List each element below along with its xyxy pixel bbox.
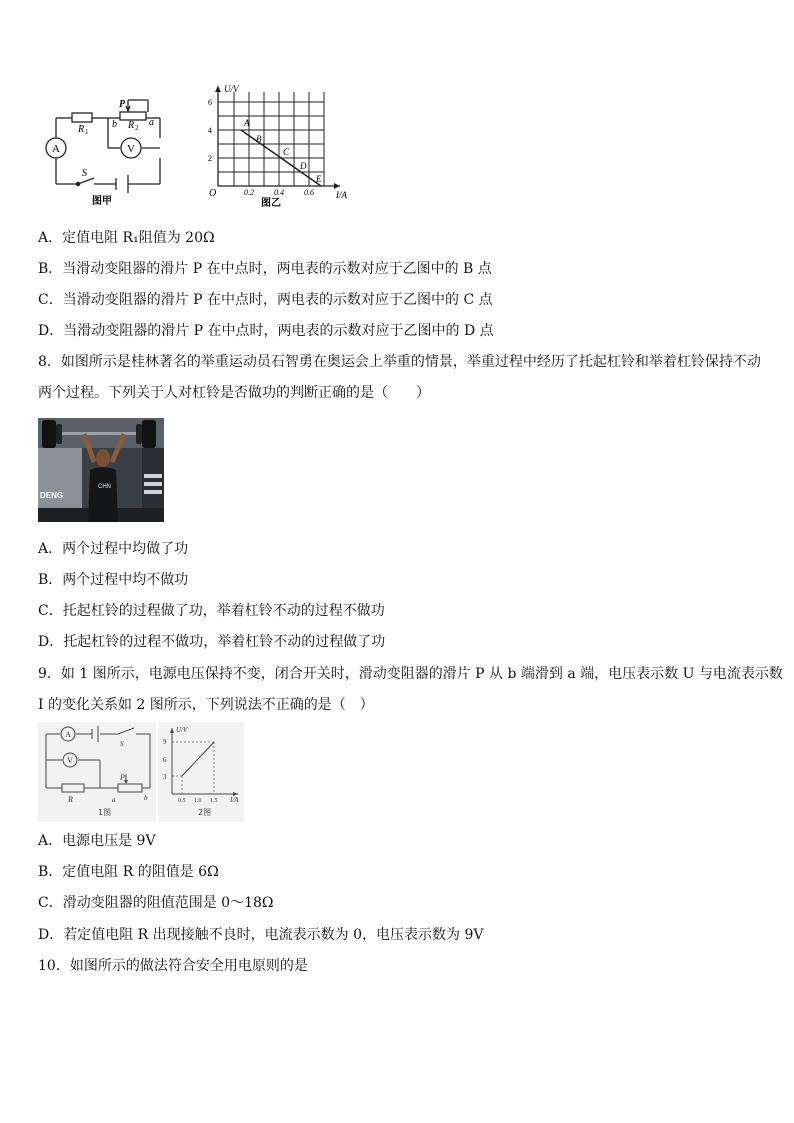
voltmeter-symbol: V [127,143,135,155]
y-tick-4: 4 [208,126,212,135]
q9-option-b: B．定值电阻 R 的阻值是 6Ω [38,864,219,880]
ammeter-symbol: A [52,143,60,155]
x-tick-0.6: 0.6 [304,188,314,197]
y-tick-6-fig2: 6 [163,756,167,764]
x-tick-0.5: 0.5 [178,798,186,804]
r-label-fig1: R [68,795,73,804]
end-a-label: a [149,117,154,128]
x-tick-1.5: 1.5 [210,798,218,804]
figure-yi-caption: 图乙 [261,198,281,209]
r1-label: R [78,124,85,135]
point-d-label: D [300,161,307,171]
r2-label: R [128,120,135,131]
r1-subscript: 1 [85,128,89,136]
q8-option-d: D．托起杠铃的过程不做功，举着杠铃不动的过程做了功 [38,634,386,650]
figure-1-circuit [38,722,156,822]
point-a-label: A [244,118,250,128]
end-b-label: b [112,119,117,130]
origin-label: O [209,188,217,199]
y-axis-label-fig2: U/V [176,726,188,734]
figure-2-caption: 2图 [198,808,212,817]
switch-s-label-fig1: S [120,740,124,748]
x-tick-1.0: 1.0 [194,798,202,804]
jersey-text: CHN [98,484,111,490]
voltmeter-symbol-fig1: V [67,756,73,765]
sponsor-board-text: DENG [40,491,64,500]
ammeter-symbol-fig1: A [65,730,71,739]
p-label-fig1: P [120,773,125,782]
q9-option-a: A．电源电压是 9V [38,833,156,849]
q7-option-b: B．当滑动变阻器的滑片 P 在中点时，两电表的示数对应于乙图中的 B 点 [38,261,492,277]
q9-option-c: C．滑动变阻器的阻值范围是 0～18Ω [38,895,274,911]
b-label-fig1: b [144,794,148,802]
figure-jia-caption: 图甲 [92,196,112,207]
q9-option-d: D．若定值电阻 R 出现接触不良时，电流表示数为 0，电压表示数为 9V [38,927,484,943]
q7-option-a: A．定值电阻 R₁阻值为 20Ω [38,230,215,246]
point-c-label: C [283,147,290,157]
slider-p-label: P [119,99,126,110]
point-b-label: B [256,134,262,144]
x-axis-label: I/A [336,190,347,200]
a-label-fig1: a [112,796,116,804]
q9-stem-line2: I 的变化关系如 2 图所示，下列说法不正确的是（ ） [38,697,374,713]
weightlifter-photo [38,418,164,522]
x-tick-0.2: 0.2 [244,188,254,197]
point-e-label: E [316,174,322,184]
r2-subscript: 2 [135,124,139,132]
y-tick-2: 2 [208,154,212,163]
q8-stem-line2: 两个过程。下列关于人对杠铃是否做功的判断正确的是（ ） [38,385,430,401]
q8-option-b: B．两个过程中均不做功 [38,572,189,588]
x-axis-label-fig2: I/A [230,796,239,804]
q7-option-c: C．当滑动变阻器的滑片 P 在中点时，两电表的示数对应于乙图中的 C 点 [38,292,493,308]
y-tick-9: 9 [163,738,167,746]
switch-s-label: S [82,168,87,179]
figure-2-ui-graph [158,722,244,822]
x-tick-0.4: 0.4 [274,188,284,197]
q10-stem: 10．如图所示的做法符合安全用电原则的是 [38,958,308,974]
q7-option-d: D．当滑动变阻器的滑片 P 在中点时，两电表的示数对应于乙图中的 D 点 [38,323,494,339]
y-axis-label: U/V [224,84,239,94]
q9-stem-line1: 9．如 1 图所示，电源电压保持不变，闭合开关时，滑动变阻器的滑片 P 从 b 端滑到 a 端，电压表示数 U 与电流表示数 [38,666,783,682]
figure-1-caption: 1图 [98,808,112,817]
q8-option-a: A．两个过程中均做了功 [38,541,189,557]
figure-yi-ui-graph [204,82,364,212]
figure-jia-circuit [40,92,180,210]
y-tick-3: 3 [163,773,167,781]
y-tick-6: 6 [208,98,212,107]
q8-option-c: C．托起杠铃的过程做了功，举着杠铃不动的过程不做功 [38,603,385,619]
q8-stem-line1: 8．如图所示是桂林著名的举重运动员石智勇在奥运会上举重的情景，举重过程中经历了托起杠铃和举着杠铃保持不动 [38,354,761,370]
